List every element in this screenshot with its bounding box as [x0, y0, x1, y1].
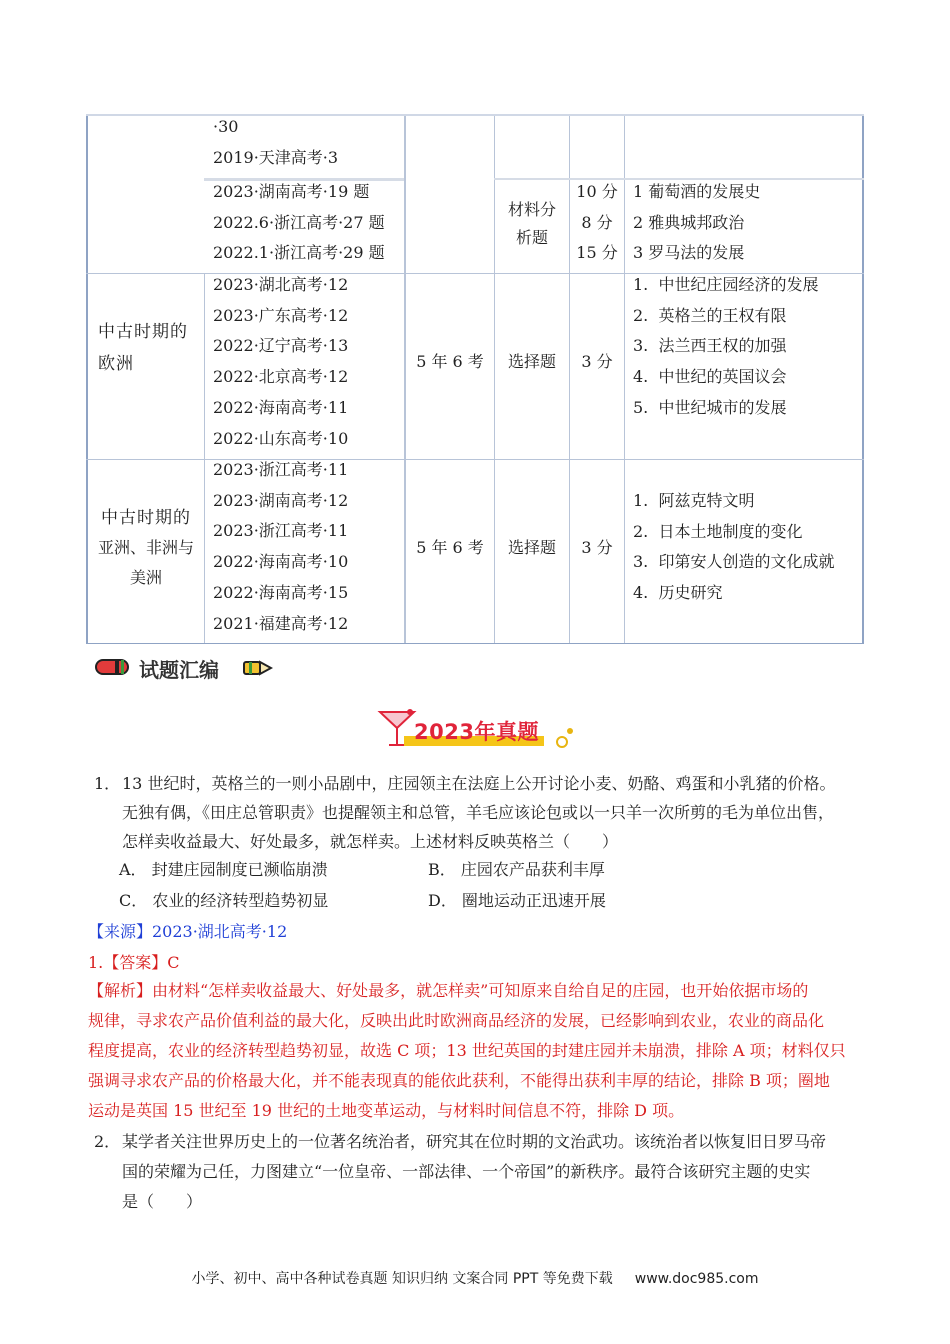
pencil-icon	[95, 658, 129, 676]
year-badge	[376, 706, 576, 752]
option-d: D． 圈地运动正迅速开展	[428, 891, 606, 910]
score-line: 10 分	[576, 182, 618, 201]
row3-sources	[213, 455, 348, 639]
table-border-right	[862, 114, 864, 644]
source-item: ·30	[213, 117, 239, 136]
section-title: 试题汇编	[139, 658, 219, 682]
row3-score: 3 分	[581, 538, 613, 557]
knowledge-point: 5. 中世纪城市的发展	[633, 397, 787, 417]
source-item: 2022.6·浙江高考·27 题	[213, 212, 385, 232]
source-item: 2019·天津高考·3	[213, 147, 339, 167]
knowledge-point: 1. 阿兹克特文明	[633, 491, 755, 510]
stem-line: 国的荣耀为己任，力图建立“一位皇帝、一部法律、一个帝国”的新秩序。最符合该研究主题的史实	[122, 1162, 811, 1181]
row2-topic	[88, 316, 204, 380]
source-item: 2023·浙江高考·11	[213, 521, 349, 541]
topic-line: 中古时期的	[101, 508, 191, 528]
question-number: 1．	[94, 774, 121, 793]
source-item: 2022·海南高考·11	[213, 397, 349, 417]
question-number: 2．	[94, 1132, 121, 1151]
analysis-line: 运动是英国 15 世纪至 19 世纪的土地变革运动，与材料时间信息不符，排除 D 项。	[88, 1101, 685, 1120]
row1-type	[495, 196, 569, 252]
question-stem	[122, 769, 835, 856]
row2-frequency: 5 年 6 考	[416, 352, 484, 371]
knowledge-point: 3. 印第安人创造的文化成就	[633, 552, 835, 572]
source-item: 2022·海南高考·15	[213, 582, 349, 602]
question-analysis	[88, 976, 878, 1126]
question-stem	[122, 1127, 826, 1217]
year-badge-label: 2023年真题	[414, 720, 539, 744]
score-line: 15 分	[576, 243, 618, 263]
row2-sources	[213, 270, 348, 454]
knowledge-point: 2 雅典城邦政治	[633, 212, 745, 232]
pencil-tip-icon	[243, 659, 273, 677]
source-item: 2021·福建高考·12	[213, 613, 349, 633]
source-item: 2022.1·浙江高考·29 题	[213, 243, 385, 263]
exam-stats-table	[86, 114, 864, 644]
page-footer	[0, 1268, 950, 1288]
row1-points	[633, 177, 760, 269]
analysis-line: 程度提高，农业的经济转型趋势初显，故选 C 项；13 世纪英国的封建庄园并未崩溃，排除 A 项；材料仅只	[88, 1041, 846, 1060]
option-a: A． 封建庄园制度已濒临崩溃	[119, 860, 328, 879]
source-item: 2023·湖南高考·19 题	[213, 182, 370, 201]
knowledge-point: 1. 中世纪庄园经济的发展	[633, 275, 819, 294]
row1-score	[570, 177, 624, 269]
stem-line: 是（ ）	[122, 1192, 203, 1211]
row3-frequency: 5 年 6 考	[416, 538, 484, 557]
source-item: 2023·湖北高考·12	[213, 275, 349, 294]
stem-line: 13 世纪时，英格兰的一则小品剧中，庄园领主在法庭上公开讨论小麦、奶酪、鸡蛋和小乳猪的价格。	[122, 774, 836, 793]
table-divider	[624, 114, 625, 644]
table-border-top	[86, 114, 864, 116]
row0-sources	[213, 112, 338, 173]
question-source: 【来源】2023·湖北高考·12	[88, 922, 288, 941]
row3-type: 选择题	[507, 538, 556, 557]
table-border-bottom	[86, 643, 864, 644]
stem-line: 某学者关注世界历史上的一位著名统治者，研究其在位时期的文治武功。该统治者以恢复旧日罗马帝	[122, 1132, 827, 1151]
row2-points	[633, 270, 818, 424]
footer-text: 小学、初中、高中各种试卷真题 知识归纳 文案合同 PPT 等免费下载	[191, 1271, 613, 1287]
knowledge-point: 3. 法兰西王权的加强	[633, 336, 787, 356]
row2-score: 3 分	[581, 352, 613, 371]
analysis-line: 强调寻求农产品的价格最大化，并不能表现真的能依此获利，不能得出获利丰厚的结论，排除 B 项；圈地	[88, 1071, 830, 1090]
topic-line: 欧洲	[98, 354, 134, 374]
knowledge-point: 4. 中世纪的英国议会	[633, 367, 787, 387]
source-item: 2023·广东高考·12	[213, 305, 349, 325]
option-b: B． 庄园农产品获利丰厚	[428, 860, 605, 879]
knowledge-point: 2. 日本土地制度的变化	[633, 521, 803, 541]
stem-line: 无独有偶，《田庄总管职责》也提醒领主和总管，羊毛应该论包或以一只羊一次所剪的毛为单位出售，	[122, 803, 835, 822]
row2-type: 选择题	[507, 352, 556, 371]
row1-sources	[213, 177, 385, 269]
source-item: 2022·辽宁高考·13	[213, 336, 349, 356]
analysis-line: 【解析】由材料“怎样卖收益最大、好处最多，就怎样卖”可知原来自给自足的庄园，也开始依据市场的	[88, 981, 809, 1000]
question-answer: 1.【答案】C	[88, 953, 180, 972]
score-line: 8 分	[581, 212, 613, 232]
table-divider	[86, 459, 864, 460]
type-line: 材料分	[507, 200, 556, 219]
row3-topic	[88, 503, 204, 593]
source-item: 2022·海南高考·10	[213, 552, 349, 572]
knowledge-point: 2. 英格兰的王权有限	[633, 305, 787, 325]
knowledge-point: 3 罗马法的发展	[633, 243, 745, 263]
option-c: C． 农业的经济转型趋势初显	[119, 891, 329, 910]
source-item: 2022·山东高考·10	[213, 428, 349, 448]
topic-line: 美洲	[129, 568, 162, 587]
source-item: 2022·北京高考·12	[213, 367, 349, 387]
topic-line: 亚洲、非洲与	[97, 538, 194, 557]
stem-line: 怎样卖收益最大、好处最多，就怎样卖。上述材料反映英格兰（ ）	[122, 832, 619, 851]
table-divider	[494, 114, 495, 644]
analysis-line: 规律，寻求农产品价值利益的最大化，反映出此时欧洲商品经济的发展，已经影响到农业，农业的商品化	[88, 1011, 825, 1030]
source-item: 2023·湖南高考·12	[213, 490, 349, 510]
knowledge-point: 1 葡萄酒的发展史	[633, 182, 761, 201]
topic-line: 中古时期的	[98, 322, 188, 342]
type-line: 析题	[515, 228, 548, 247]
knowledge-point: 4. 历史研究	[633, 583, 723, 603]
table-divider	[404, 114, 406, 644]
source-item: 2023·浙江高考·11	[213, 460, 349, 479]
row3-points	[633, 486, 834, 609]
footer-link[interactable]: www.doc985.com	[634, 1271, 759, 1287]
